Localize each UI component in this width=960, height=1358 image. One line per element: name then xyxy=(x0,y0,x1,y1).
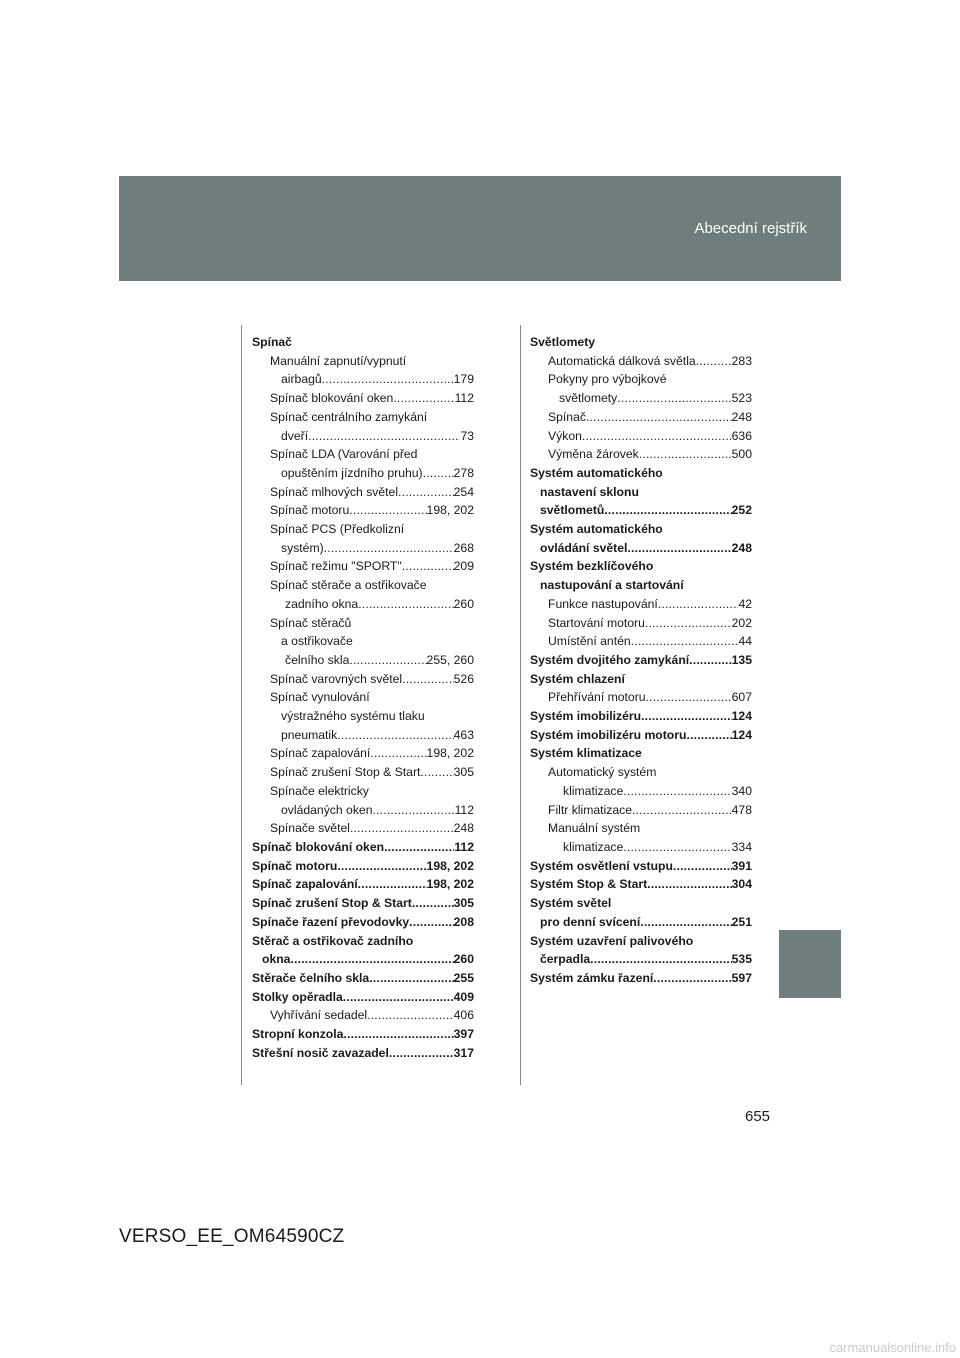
index-page-ref: 397 xyxy=(453,1027,474,1042)
dot-leader xyxy=(631,632,739,651)
index-page-ref: 305 xyxy=(453,896,474,911)
index-page-ref: 198, 202 xyxy=(426,858,474,873)
index-page-ref: 523 xyxy=(731,391,752,406)
index-entry xyxy=(530,651,752,670)
dot-leader xyxy=(349,501,426,520)
index-term: a ostřikovače xyxy=(281,634,353,649)
index-term: Systém osvětlení vstupu xyxy=(530,858,673,873)
dot-leader xyxy=(640,913,731,932)
index-entry xyxy=(530,389,752,408)
index-entry xyxy=(252,389,474,408)
index-term: Spínač LDA (Varování před xyxy=(270,447,418,462)
dot-leader xyxy=(402,557,454,576)
dot-leader xyxy=(639,445,732,464)
dot-leader xyxy=(623,782,731,801)
index-entry xyxy=(252,932,474,951)
dot-leader xyxy=(384,838,454,857)
index-page-ref: 254 xyxy=(453,484,474,499)
index-page-ref: 260 xyxy=(453,596,474,611)
dot-leader xyxy=(645,614,732,633)
dot-leader xyxy=(337,726,453,745)
index-term: Systém imobilizéru xyxy=(530,709,642,724)
index-page-ref: 283 xyxy=(731,353,752,368)
dot-leader xyxy=(369,969,453,988)
dot-leader xyxy=(623,838,731,857)
dot-leader xyxy=(673,857,732,876)
index-page-ref: 526 xyxy=(453,671,474,686)
index-page-ref: 112 xyxy=(454,802,474,817)
index-column-right xyxy=(530,333,752,988)
index-term: pneumatik xyxy=(281,727,338,742)
dot-leader xyxy=(696,352,732,371)
index-entry xyxy=(252,501,474,520)
dot-leader xyxy=(632,801,732,820)
index-page-ref: 198, 202 xyxy=(426,503,474,518)
index-entry xyxy=(530,726,752,745)
index-term: Spínač blokování oken xyxy=(270,391,394,406)
dot-leader xyxy=(689,651,731,670)
index-term: Spínač blokování oken xyxy=(252,839,385,854)
index-term: opuštěním jízdního pruhu) xyxy=(281,465,423,480)
index-term: klimatizace xyxy=(563,783,624,798)
dot-leader xyxy=(324,539,454,558)
index-entry xyxy=(252,726,474,745)
index-entry xyxy=(252,445,474,464)
index-entry xyxy=(530,819,752,838)
index-page-ref: 208 xyxy=(453,914,474,929)
index-entry xyxy=(530,913,752,932)
index-entry xyxy=(252,950,474,969)
column-divider-left xyxy=(241,325,242,1085)
index-column-left xyxy=(252,333,474,1062)
dot-leader xyxy=(358,875,427,894)
index-entry xyxy=(252,1044,474,1063)
index-term: Spínač stěrače a ostřikovače xyxy=(270,578,427,593)
dot-leader xyxy=(647,875,731,894)
index-entry xyxy=(530,763,752,782)
index-page-ref: 406 xyxy=(453,1008,474,1023)
index-entry xyxy=(252,464,474,483)
dot-leader xyxy=(398,483,454,502)
index-term: Funkce nastupování xyxy=(548,596,658,611)
index-term: Pokyny pro výbojkové xyxy=(548,372,667,387)
dot-leader xyxy=(658,595,739,614)
index-term: Systém světel xyxy=(530,896,612,911)
index-entry xyxy=(252,894,474,913)
index-entry xyxy=(530,688,752,707)
dot-leader xyxy=(402,670,454,689)
index-entry xyxy=(252,408,474,427)
index-page-ref: 198, 202 xyxy=(426,746,474,761)
dot-leader xyxy=(586,408,732,427)
index-term: Spínač zapalování xyxy=(252,877,358,892)
index-page-ref: 278 xyxy=(453,465,474,480)
index-entry xyxy=(530,894,752,913)
index-term: světlometů xyxy=(540,503,605,518)
page-number: 655 xyxy=(745,1108,771,1125)
index-term: pro denní svícení xyxy=(540,914,641,929)
index-entry xyxy=(252,352,474,371)
index-page-ref: 255, 260 xyxy=(426,652,474,667)
dot-leader xyxy=(686,726,731,745)
index-page-ref: 260 xyxy=(453,952,474,967)
index-entry xyxy=(530,520,752,539)
index-term: výstražného systému tlaku xyxy=(281,709,425,724)
watermark-url: carmanualsonline.info xyxy=(829,1340,956,1355)
index-page-ref: 44 xyxy=(738,634,752,649)
document-code: VERSO_EE_OM64590CZ xyxy=(119,1226,345,1247)
index-entry xyxy=(252,1006,474,1025)
dot-leader xyxy=(590,950,732,969)
index-entry xyxy=(530,632,752,651)
index-entry xyxy=(530,501,752,520)
dot-leader xyxy=(337,857,426,876)
index-term: Stropní konzola xyxy=(252,1027,344,1042)
header-band xyxy=(119,176,841,281)
index-entry xyxy=(252,576,474,595)
index-page-ref: 500 xyxy=(731,447,752,462)
index-page-ref: 340 xyxy=(731,783,752,798)
index-entry xyxy=(252,838,474,857)
index-entry xyxy=(252,688,474,707)
column-divider-middle xyxy=(520,325,521,1085)
index-page-ref: 463 xyxy=(453,727,474,742)
index-entry xyxy=(530,782,752,801)
index-entry xyxy=(252,427,474,446)
index-page-ref: 209 xyxy=(453,559,474,574)
index-term: světlomety xyxy=(559,391,618,406)
index-term: Systém klimatizace xyxy=(530,746,642,761)
index-term: Spínač PCS (Předkolizní xyxy=(270,522,405,537)
index-entry xyxy=(530,595,752,614)
index-page-ref: 409 xyxy=(453,989,474,1004)
index-term: Spínače řazení převodovky xyxy=(252,914,410,929)
section-title: Abecední rejstřík xyxy=(694,220,807,237)
dot-leader xyxy=(582,427,732,446)
index-entry xyxy=(530,557,752,576)
index-page-ref: 124 xyxy=(731,727,752,742)
index-term: Spínač mlhových světel xyxy=(270,484,399,499)
dot-leader xyxy=(393,389,454,408)
index-page-ref: 597 xyxy=(731,970,752,985)
index-entry xyxy=(252,707,474,726)
index-entry xyxy=(530,464,752,483)
index-entry xyxy=(530,950,752,969)
index-page-ref: 305 xyxy=(453,765,474,780)
index-page-ref: 334 xyxy=(731,839,752,854)
dot-leader xyxy=(367,1006,454,1025)
index-term: Vyhřívání sedadel xyxy=(270,1008,368,1023)
index-page-ref: 636 xyxy=(731,428,752,443)
index-page-ref: 248 xyxy=(731,540,752,555)
index-entry xyxy=(252,520,474,539)
index-page-ref: 304 xyxy=(731,877,752,892)
index-term: Manuální zapnutí/vypnutí xyxy=(270,353,407,368)
index-entry xyxy=(252,614,474,633)
index-entry xyxy=(252,370,474,389)
index-term: Spínač zrušení Stop & Start xyxy=(252,896,412,911)
dot-leader xyxy=(604,501,731,520)
index-entry xyxy=(530,333,752,352)
index-term: Spínač motoru xyxy=(270,503,350,518)
index-entry xyxy=(252,782,474,801)
index-entry xyxy=(530,838,752,857)
index-entry xyxy=(252,595,474,614)
index-page-ref: 73 xyxy=(460,428,474,443)
index-entry xyxy=(252,483,474,502)
index-term: Spínač stěračů xyxy=(270,615,352,630)
index-page-ref: 478 xyxy=(731,802,752,817)
index-entry xyxy=(252,651,474,670)
index-page-ref: 112 xyxy=(454,839,474,854)
index-entry xyxy=(530,483,752,502)
index-entry xyxy=(252,857,474,876)
index-entry xyxy=(530,427,752,446)
index-entry xyxy=(252,988,474,1007)
index-term: nastavení sklonu xyxy=(540,484,639,499)
index-entry xyxy=(530,707,752,726)
index-entry xyxy=(530,539,752,558)
index-page-ref: 248 xyxy=(731,409,752,424)
index-term: Střešní nosič zavazadel xyxy=(252,1045,389,1060)
dot-leader xyxy=(358,595,453,614)
index-term: Spínač xyxy=(252,335,292,349)
index-term: Spínač vynulování xyxy=(270,690,370,705)
index-term: dveří xyxy=(281,428,309,443)
index-term: Spínače světel xyxy=(270,821,350,836)
index-term: Stěrač a ostřikovač zadního xyxy=(252,933,414,948)
dot-leader xyxy=(308,427,460,446)
index-term: Systém imobilizéru motoru xyxy=(530,727,687,742)
index-entry xyxy=(252,875,474,894)
index-term: Světlomety xyxy=(530,335,596,349)
index-term: Spínač zrušení Stop & Start xyxy=(270,765,421,780)
index-page-ref: 535 xyxy=(731,952,752,967)
index-term: systém) xyxy=(281,540,324,555)
index-term: Filtr klimatizace xyxy=(548,802,632,817)
index-page-ref: 248 xyxy=(453,821,474,836)
index-entry xyxy=(530,801,752,820)
index-entry xyxy=(252,632,474,651)
index-term: Automatická dálková světla xyxy=(548,353,696,368)
index-entry xyxy=(252,670,474,689)
dot-leader xyxy=(423,464,454,483)
dot-leader xyxy=(343,988,454,1007)
index-term: zadního okna xyxy=(285,596,359,611)
index-entry xyxy=(530,969,752,988)
dot-leader xyxy=(627,539,731,558)
index-term: Systém automatického xyxy=(530,465,663,480)
index-entry xyxy=(530,670,752,689)
index-page-ref: 135 xyxy=(731,652,752,667)
index-entry xyxy=(252,801,474,820)
index-term: Systém zámku řazení xyxy=(530,970,654,985)
index-page-ref: 42 xyxy=(738,596,752,611)
index-page-ref: 112 xyxy=(454,391,474,406)
index-term: klimatizace xyxy=(563,839,624,854)
index-entry xyxy=(252,557,474,576)
dot-leader xyxy=(617,389,731,408)
dot-leader xyxy=(389,1044,454,1063)
index-page-ref: 179 xyxy=(453,372,474,387)
index-term: Systém automatického xyxy=(530,522,663,537)
index-page-ref: 251 xyxy=(731,914,752,929)
index-term: Výměna žárovek xyxy=(548,447,639,462)
index-term: Startování motoru xyxy=(548,615,645,630)
index-term: Systém Stop & Start xyxy=(530,877,648,892)
index-entry xyxy=(530,744,752,763)
index-term: Spínač zapalování xyxy=(270,746,371,761)
index-term: Výkon xyxy=(548,428,582,443)
index-entry xyxy=(530,370,752,389)
index-entry xyxy=(530,352,752,371)
index-term: Spínač režimu "SPORT" xyxy=(270,559,402,574)
dot-leader xyxy=(372,801,454,820)
index-term: Spínač varovných světel xyxy=(270,671,403,686)
index-entry xyxy=(252,913,474,932)
dot-leader xyxy=(409,913,454,932)
index-term: Umístění antén xyxy=(548,634,631,649)
index-term: airbagů xyxy=(281,372,322,387)
index-entry xyxy=(252,819,474,838)
index-term: ovládaných oken xyxy=(281,802,373,817)
index-term: Systém bezklíčového xyxy=(530,559,654,574)
index-page-ref: 317 xyxy=(453,1045,474,1060)
dot-leader xyxy=(646,688,732,707)
index-page-ref: 255 xyxy=(453,970,474,985)
dot-leader xyxy=(350,819,454,838)
index-page-ref: 202 xyxy=(731,615,752,630)
index-term: nastupování a startování xyxy=(540,578,684,593)
index-term: Manuální systém xyxy=(548,821,641,836)
index-term: čerpadla xyxy=(540,952,591,967)
index-page-ref: 268 xyxy=(453,540,474,555)
dot-leader xyxy=(412,894,454,913)
dot-leader xyxy=(343,1025,453,1044)
index-entry xyxy=(530,614,752,633)
dot-leader xyxy=(322,370,454,389)
index-term: Systém dvojitého zamykání xyxy=(530,652,690,667)
index-entry xyxy=(530,857,752,876)
index-term: Spínač motoru xyxy=(252,858,338,873)
index-term: Spínač centrálního zamykání xyxy=(270,409,428,424)
index-term: Stolky opěradla xyxy=(252,989,343,1004)
index-term: okna xyxy=(262,952,291,967)
index-term: Přehřívání motoru xyxy=(548,690,646,705)
index-page-ref: 124 xyxy=(731,709,752,724)
index-term: Systém uzavření palivového xyxy=(530,933,694,948)
dot-leader xyxy=(420,763,453,782)
index-entry xyxy=(530,445,752,464)
dot-leader xyxy=(653,969,731,988)
index-term: Systém chlazení xyxy=(530,671,625,686)
index-page-ref: 198, 202 xyxy=(426,877,474,892)
dot-leader xyxy=(290,950,453,969)
index-entry xyxy=(530,408,752,427)
index-entry xyxy=(530,875,752,894)
index-entry xyxy=(530,932,752,951)
dot-leader xyxy=(641,707,732,726)
index-entry xyxy=(252,969,474,988)
section-tab-marker xyxy=(779,930,841,998)
index-entry xyxy=(252,763,474,782)
index-entry xyxy=(252,333,474,352)
index-entry xyxy=(252,1025,474,1044)
index-term: Automatický systém xyxy=(548,765,657,780)
index-entry xyxy=(252,539,474,558)
index-page-ref: 252 xyxy=(731,503,752,518)
index-entry xyxy=(252,744,474,763)
index-term: čelního skla xyxy=(285,652,350,667)
index-term: Spínač xyxy=(548,409,586,424)
index-term: ovládání světel xyxy=(540,540,628,555)
dot-leader xyxy=(349,651,426,670)
index-term: Spínače elektricky xyxy=(270,783,369,798)
index-entry xyxy=(530,576,752,595)
index-term: Stěrače čelního skla xyxy=(252,970,370,985)
index-page-ref: 607 xyxy=(731,690,752,705)
index-page-ref: 391 xyxy=(731,858,752,873)
dot-leader xyxy=(370,744,426,763)
